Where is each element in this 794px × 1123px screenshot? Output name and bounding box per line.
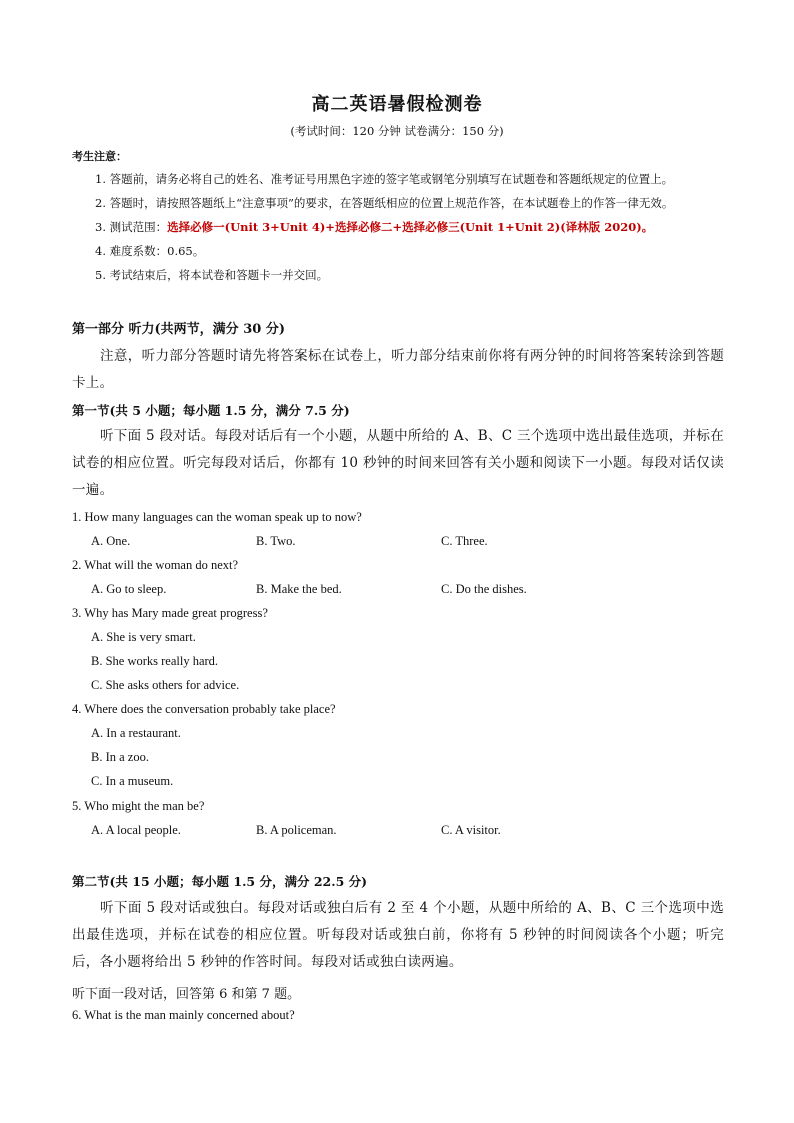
notice-item-5: 5. 考试结束后，将本试卷和答题卡一并交回。 — [95, 268, 329, 282]
question-2: 2. What will the woman do next? — [72, 558, 239, 572]
exam-info: (考试时间：120 分钟 试卷满分：150 分) — [290, 124, 504, 138]
q5-option-b: B. A policeman. — [256, 823, 337, 837]
part1-note: 注意，听力部分答题时请先将答案标在试卷上，听力部分结束前你将有两分钟的时间将答案转涂到答题卡上。 — [72, 348, 724, 391]
q2-option-c: C. Do the dishes. — [441, 582, 527, 596]
q3-option-c: C. She asks others for advice. — [91, 678, 240, 692]
q2-option-b: B. Make the bed. — [256, 582, 342, 596]
q3-option-b: B. She works really hard. — [91, 654, 219, 668]
notice-item-4: 4. 难度系数：0.65。 — [95, 244, 205, 258]
q5-option-a: A. A local people. — [91, 823, 181, 837]
notice-item-3-prefix: 3. 测试范围： — [95, 220, 168, 234]
q5-option-c: C. A visitor. — [441, 823, 501, 837]
q4-option-b: B. In a zoo. — [91, 750, 149, 764]
question-6: 6. What is the man mainly concerned about? — [72, 1008, 295, 1022]
q1-option-c: C. Three. — [441, 534, 488, 548]
section2-heading: 第二节(共 15 小题；每小题 1.5 分，满分 22.5 分) — [72, 874, 368, 889]
q1-option-b: B. Two. — [256, 534, 296, 548]
notice-label: 考生注意： — [72, 150, 127, 163]
section1-instruction: 听下面 5 段对话。每段对话后有一个小题，从题中所给的 A、B、C 三个选项中选出最佳选项，并标在试卷的相应位置。听完每段对话后，你都有 10 秒钟的时间来回答有关小题和阅读下一小题。每段对话仅读一遍。 — [72, 428, 724, 498]
notice-item-3 — [95, 219, 653, 235]
section1-heading: 第一节(共 5 小题；每小题 1.5 分，满分 7.5 分) — [72, 403, 350, 418]
notice-item-2: 2. 答题时，请按照答题纸上“注意事项”的要求，在答题纸相应的位置上规范作答，在本试题卷上的作答一律无效。 — [95, 196, 674, 210]
question-1: 1. How many languages can the woman speak up to now? — [72, 510, 362, 524]
q3-option-a: A. She is very smart. — [91, 630, 196, 644]
question-4: 4. Where does the conversation probably take place? — [72, 702, 336, 716]
question-3: 3. Why has Mary made great progress? — [72, 606, 268, 620]
section2-instruction: 听下面 5 段对话或独白。每段对话或独白后有 2 至 4 个小题，从题中所给的 A、B、C 三个选项中选出最佳选项，并标在试卷的相应位置。听每段对话或独白前，你将有 5 秒钟的时间阅读各个小题；听完后，各小题将给出 5 秒钟的作答时间。每段对话或独白读两遍。 — [72, 900, 724, 970]
q1-option-a: A. One. — [91, 534, 131, 548]
q4-option-a: A. In a restaurant. — [91, 726, 181, 740]
part1-heading: 第一部分 听力(共两节，满分 30 分) — [72, 322, 285, 337]
q4-option-c: C. In a museum. — [91, 774, 174, 788]
dialogue-lead: 听下面一段对话，回答第 6 和第 7 题。 — [72, 987, 301, 1002]
page-title: 高二英语暑假检测卷 — [311, 94, 483, 115]
question-5: 5. Who might the man be? — [72, 799, 205, 813]
test-scope-highlight: 选择必修一(Unit 3+Unit 4)+选择必修二+选择必修三(Unit 1+Unit 2)(译林版 2020)。 — [167, 220, 654, 234]
q2-option-a: A. Go to sleep. — [91, 582, 167, 596]
notice-item-1: 1. 答题前，请务必将自己的姓名、准考证号用黑色字迹的签字笔或钢笔分别填写在试题卷和答题纸规定的位置上。 — [95, 172, 674, 186]
